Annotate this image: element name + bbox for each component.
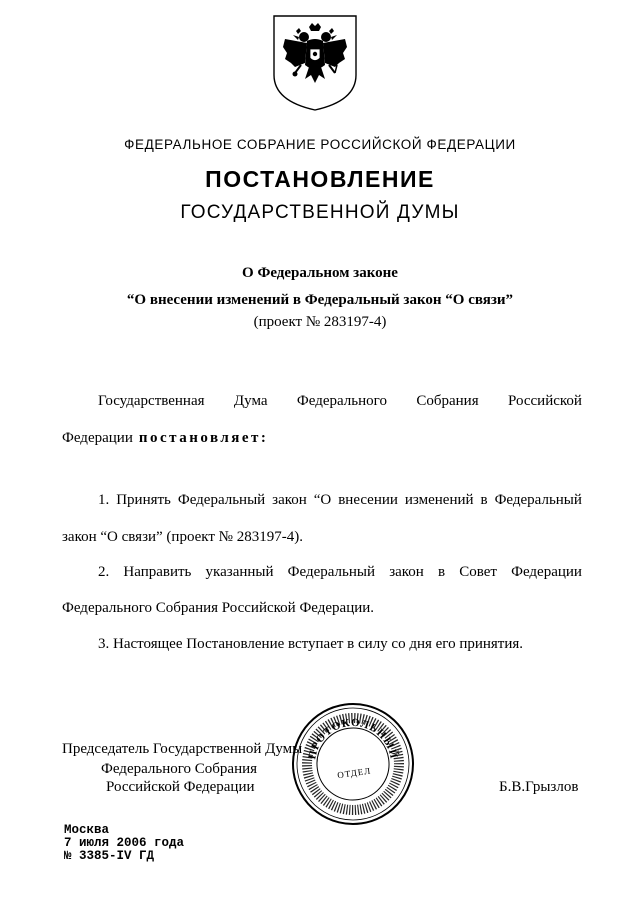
word: закон xyxy=(272,492,307,508)
place-of-signing: Москва xyxy=(64,823,110,837)
word: Федерации xyxy=(511,564,582,580)
subject-law-title: “О внесении изменений в Федеральный закон “О связи” xyxy=(126,292,514,308)
seal-center-text: ОТДЕЛ xyxy=(336,765,372,781)
official-seal-stamp xyxy=(286,700,420,828)
word: Федеральный xyxy=(177,492,266,508)
resolution-item-2 xyxy=(98,564,582,581)
word: Российской xyxy=(508,393,582,409)
word: Государственная xyxy=(98,393,205,409)
signatory-name: Б.В.Грызлов xyxy=(499,779,579,795)
resolution-item-2-continued: Федерального Собрания Российской Федерации. xyxy=(62,600,375,616)
word: “О xyxy=(313,492,332,508)
issuer-title: ГОСУДАРСТВЕННОЙ ДУМЫ xyxy=(180,202,460,223)
word: Принять xyxy=(116,492,171,508)
word: указанный xyxy=(205,564,274,580)
resolution-number: № 3385-IV ГД xyxy=(64,849,155,863)
word: в xyxy=(480,492,488,508)
signatory-title: Председатель Государственной Думы xyxy=(62,741,303,757)
resolves-keyword: постановляет: xyxy=(138,430,269,446)
word: Федерального xyxy=(296,393,387,409)
signatory-title: Федерального Собрания xyxy=(101,761,258,777)
coat-of-arms-emblem xyxy=(271,13,359,113)
word: Федеральный xyxy=(287,564,376,580)
subject-line: О Федеральном законе xyxy=(242,265,398,281)
signing-date: 7 июля 2006 года xyxy=(64,836,185,850)
intro-text: Федерации xyxy=(62,430,133,446)
resolution-item-3: 3. Настоящее Постановление вступает в силу со дня его принятия. xyxy=(98,636,524,652)
assembly-heading: ФЕДЕРАЛЬНОЕ СОБРАНИЕ РОССИЙСКОЙ ФЕДЕРАЦИИ xyxy=(124,137,516,152)
resolution-item-1 xyxy=(98,492,582,509)
word: Собрания xyxy=(416,393,479,409)
seal-inner-text: ПРОТОКОЛЬНЫЙ xyxy=(306,716,400,761)
word: 1. xyxy=(98,492,110,508)
word: закон xyxy=(389,564,424,580)
word: Направить xyxy=(123,564,192,580)
word: Совет xyxy=(459,564,497,580)
signatory-title: Российской Федерации xyxy=(106,779,255,795)
resolution-item-1-continued: закон “О связи” (проект № 283197-4). xyxy=(62,529,303,545)
word: Дума xyxy=(233,393,268,409)
subject-project-number: (проект № 283197-4) xyxy=(253,314,387,330)
word: внесении xyxy=(338,492,398,508)
svg-text:ПРОТОКОЛЬНЫЙ xyxy=(301,711,400,772)
word: в xyxy=(437,564,446,580)
intro-line xyxy=(98,393,582,410)
word: 2. xyxy=(98,564,110,580)
intro-line xyxy=(62,429,268,447)
document-type-title: ПОСТАНОВЛЕНИЕ xyxy=(205,166,435,192)
word: изменений xyxy=(404,492,474,508)
word: Федеральный xyxy=(494,492,582,508)
